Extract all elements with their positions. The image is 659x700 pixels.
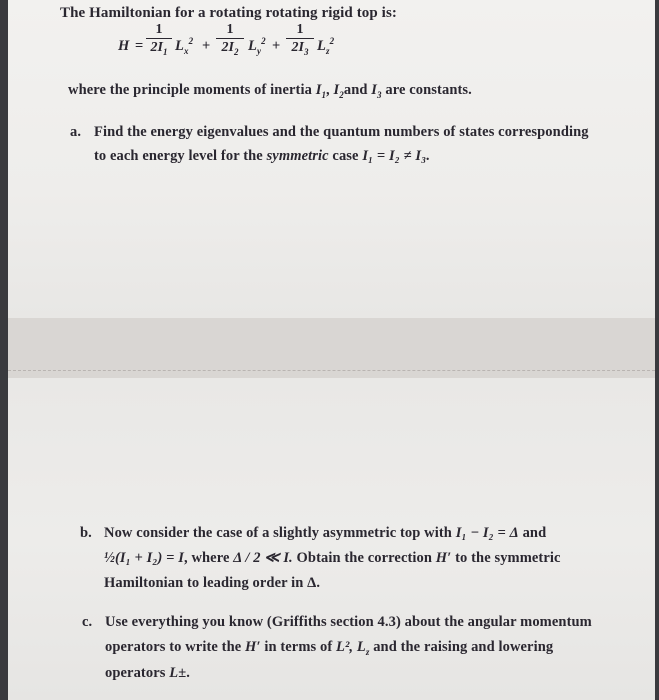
term-ly: $L_y^2$: [248, 36, 266, 56]
dashed-divider: [8, 370, 655, 371]
part-b-line2: ½(I₁ + I₂) = I, where Δ / 2 ≪ I. Obtain the correction H′ to the symmetric: [104, 550, 561, 566]
photo-frame-left: [0, 0, 8, 700]
part-c-line1: Use everything you know (Griffiths section 4.3) about the angular momentum: [105, 614, 592, 630]
part-a-line2: to each energy level for the symmetric case I₁ = I₂ ≠ I₃.: [94, 148, 431, 164]
part-b-letter: b.: [80, 525, 92, 541]
part-c-line2: operators to write the H′ in terms of L², $L_z$ and the raising and lowering: [105, 639, 554, 657]
intro-where-line: where the principle moments of inertia $I_1$, $I_2and$ $I_3$ are constants.: [68, 82, 472, 100]
equals-sign: =: [135, 38, 144, 54]
h-symbol: H: [118, 38, 130, 54]
part-b-line3: Hamiltonian to leading order in Δ.: [104, 575, 321, 591]
part-a-letter: a.: [70, 124, 82, 140]
fraction-2: 1 $2I_2$: [216, 22, 244, 56]
fraction-1: 1 $2I_1$: [146, 22, 172, 56]
symmetric-condition: I₁ = I₂ ≠ I₃.: [362, 148, 431, 164]
term-lz: $L_z^2$: [317, 36, 335, 56]
part-a-line1: Find the energy eigenvalues and the quantum numbers of states corresponding: [94, 124, 589, 140]
plus-1: +: [202, 38, 211, 54]
part-c-letter: c.: [82, 614, 93, 630]
plus-2: +: [272, 38, 281, 54]
photo-frame-right: [655, 0, 659, 700]
term-lx: $L_x^2$: [175, 36, 194, 56]
intro-title: The Hamiltonian for a rotating rotating rigid top is:: [60, 5, 397, 21]
gray-answer-band: [8, 318, 655, 378]
part-c-line3: operators L±.: [105, 665, 190, 681]
part-b-line1: Now consider the case of a slightly asymmetric top with I₁ − I₂ = Δ and: [104, 525, 547, 541]
fraction-3: 1 $2I_3$: [286, 22, 314, 56]
